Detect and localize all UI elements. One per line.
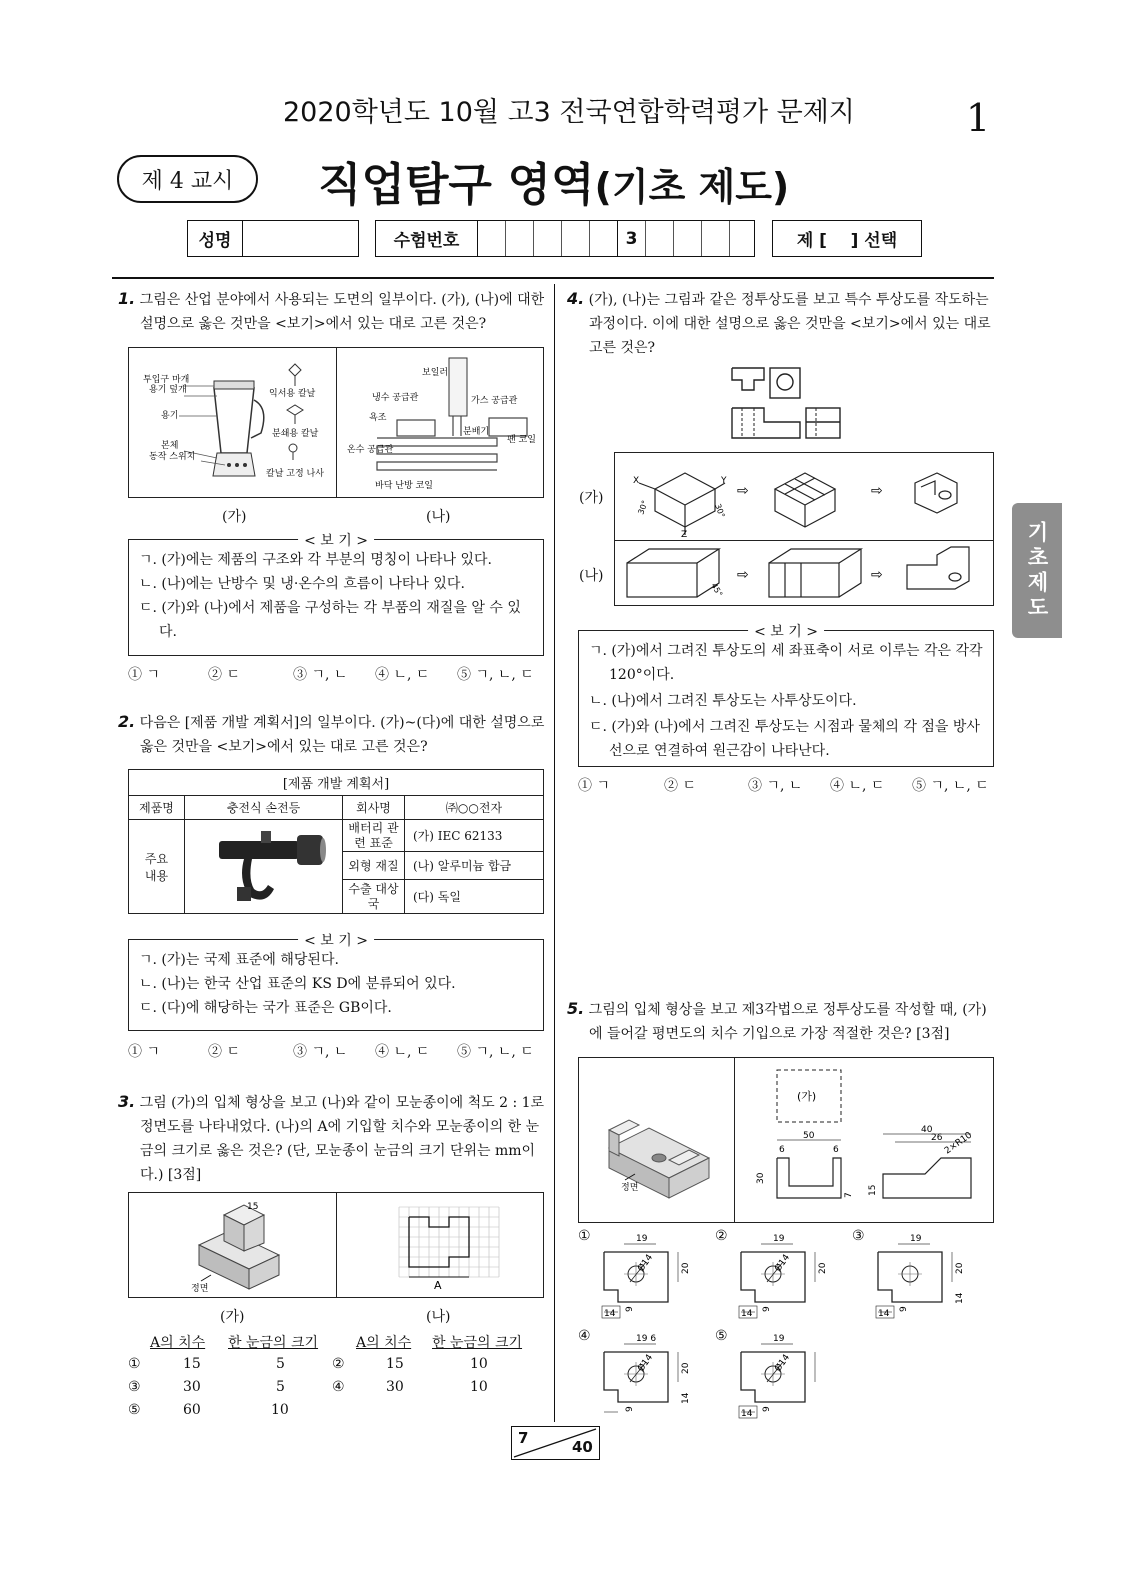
- q1a-label: 분쇄용 칼날: [272, 429, 319, 439]
- q3-answer-table: [128, 1330, 548, 1423]
- digit-cell-fixed: 3: [618, 221, 646, 256]
- q3-option-num[interactable]: ④: [332, 1379, 345, 1395]
- q3-dim-15: 15: [247, 1202, 259, 1212]
- q4-row-b-label: (나): [579, 568, 604, 584]
- q5-choice-dim-right: 20: [681, 1362, 691, 1374]
- q4-arrow: ⇨: [737, 567, 749, 583]
- page-total: 40: [572, 1438, 593, 1456]
- q2-cell: 주요 내용: [129, 820, 185, 914]
- q5-dim: 30: [756, 1172, 766, 1184]
- q5-choice-dim-top: 19: [910, 1234, 922, 1244]
- q3-option-a: 30: [183, 1379, 201, 1395]
- q3-text: 그림 (가)의 입체 형상을 보고 (나)와 같이 모눈종이에 척도 2 : 1로 정면도를 나타내었다. (나)의 A에 기입할 치수와 모눈종이의 한 눈금의 크기로 옳은 것은? (단, 모눈종이 눈금의 크기 단위는 mm이다.) [3점]: [139, 1095, 545, 1183]
- q4-oblique-process: [615, 541, 993, 605]
- q2-bogi: [128, 933, 544, 1031]
- q2-option[interactable]: ② ㄷ: [208, 1044, 240, 1060]
- q5-choice-num: ②: [715, 1228, 728, 1244]
- q5-choice-dim-dia: Ø14: [636, 1252, 656, 1274]
- q2-option[interactable]: ③ ㄱ, ㄴ: [293, 1044, 348, 1060]
- q4-axis-y: Y: [721, 476, 727, 486]
- side-tab-label: 기초제도: [1025, 520, 1049, 621]
- q3-col-header: 한 눈금의 크기: [228, 1335, 319, 1351]
- q4-isometric-process: [615, 453, 993, 540]
- q1-question: [118, 287, 546, 336]
- q3-front-label: 정면: [191, 1284, 209, 1294]
- q5-choice-num: ①: [578, 1228, 591, 1244]
- q3-question: [118, 1090, 546, 1187]
- digit-cell[interactable]: [590, 221, 618, 256]
- q5-dim: 15: [868, 1184, 878, 1196]
- q4-option[interactable]: ④ ㄴ, ㄷ: [830, 778, 885, 794]
- q2-option[interactable]: ④ ㄴ, ㄷ: [375, 1044, 430, 1060]
- q2-cell: 충전식 손전등: [185, 796, 343, 820]
- q4-bogi: [578, 624, 994, 767]
- q3-col-header: A의 치수: [356, 1335, 412, 1351]
- q4-axis-x: X: [633, 476, 640, 486]
- q1a-label: 용기 덮개: [149, 385, 187, 395]
- q5-choice-dim-right2: 14: [681, 1392, 691, 1404]
- q5-choice-drawing: [735, 1232, 849, 1320]
- exam-title: 2020학년도 10월 고3 전국연합학력평가 문제지: [283, 97, 855, 128]
- q1-bogi: [128, 533, 544, 656]
- q5-choice-dim-small: 9: [899, 1306, 909, 1312]
- q4-arrow: ⇨: [871, 483, 883, 499]
- page-number: 1: [966, 96, 991, 140]
- q3-option-b: 5: [276, 1379, 285, 1395]
- q5-ga-label: (가): [797, 1090, 817, 1103]
- q5-choice-dim-top: 19 6: [636, 1334, 657, 1344]
- exam-number-label: 수험번호: [376, 221, 478, 256]
- q2-bogi-item: ㄱ. (가)는 국제 표준에 해당된다.: [139, 952, 339, 968]
- q5-choice-drawing: [598, 1232, 712, 1320]
- q4-row-a-label: (가): [579, 490, 604, 506]
- q4-option[interactable]: ① ㄱ: [578, 778, 610, 794]
- q3-caption-a: (가): [220, 1309, 245, 1325]
- q1b-label: 바닥 난방 코일: [375, 481, 433, 491]
- q2-cell: ㈜○○전자: [405, 796, 544, 820]
- q2-cell: 제품명: [129, 796, 185, 820]
- q5-choice-dim-small: 9: [762, 1306, 772, 1312]
- q5-choice-drawing: [735, 1332, 849, 1420]
- heating-diagram: [337, 348, 544, 497]
- q1-caption-b: (나): [426, 509, 451, 525]
- q5-choice-dim-top: 19: [773, 1334, 785, 1344]
- q2-option[interactable]: ① ㄱ: [128, 1044, 160, 1060]
- q5-choice-dim-top: 19: [636, 1234, 648, 1244]
- q5-choice-dim-small: 9: [625, 1406, 635, 1412]
- column-divider: [554, 284, 555, 1422]
- q5-dim: 2×R10: [942, 1130, 975, 1157]
- digit-cell[interactable]: [674, 221, 702, 256]
- q4-process-box: [614, 452, 994, 606]
- q4-bogi-item: ㄴ. (나)에서 그려진 투상도는 사투상도이다.: [589, 693, 857, 709]
- q5-choice-dim-small: 9: [762, 1406, 772, 1412]
- q4-angle-30: 30°: [713, 502, 727, 520]
- q2-cell: (나) 알루미늄 합금: [405, 852, 544, 880]
- q5-choice[interactable]: [715, 1328, 850, 1420]
- q3-option-num[interactable]: ②: [332, 1356, 345, 1372]
- q1b-label: 온수 공급관: [347, 445, 394, 455]
- q2-table-title: [제품 개발 계획서]: [129, 770, 544, 796]
- q5-choice-dim-right: 20: [681, 1262, 691, 1274]
- q2-question: [118, 710, 546, 759]
- q3-figure-box: [128, 1192, 544, 1298]
- q3-caption-b: (나): [426, 1309, 451, 1325]
- page-current: 7: [518, 1429, 529, 1447]
- q5-choice-dim-dia: Ø14: [773, 1252, 793, 1274]
- q1-options: [128, 664, 546, 684]
- q3-option-a: 15: [183, 1356, 201, 1372]
- q4-angle-45: 45°: [709, 581, 725, 599]
- q2-text: 다음은 [제품 개발 계획서]의 일부이다. (가)~(다)에 대한 설명으로 옳은 것만을 <보기>에서 있는 대로 고른 것은?: [139, 715, 545, 755]
- q1-figure-box: [128, 347, 544, 498]
- q5-choice-dim-bottom: 14: [878, 1309, 890, 1319]
- q1-number: 1.: [118, 289, 136, 308]
- q3-option-b: 10: [470, 1379, 488, 1395]
- q2-plan-table: [128, 769, 544, 914]
- blender-diagram: [129, 348, 336, 497]
- q1-bogi-item: ㄷ. (가)와 (나)에서 제품을 구성하는 각 부품의 재질을 알 수 있다.: [139, 600, 521, 640]
- q5-choice-drawing: [872, 1232, 986, 1320]
- period-badge: [117, 155, 258, 203]
- q4-option[interactable]: ② ㄷ: [664, 778, 696, 794]
- q5-solid-figure: [579, 1058, 734, 1222]
- q4-arrow: ⇨: [871, 567, 883, 583]
- name-label: 성명: [188, 221, 243, 256]
- q1-caption-a: (가): [222, 509, 247, 525]
- q3-option-b: 5: [276, 1356, 285, 1372]
- q4-options: [578, 775, 996, 795]
- q2-cell: 배터리 관련 표준: [343, 820, 405, 852]
- digit-cell[interactable]: [730, 221, 754, 256]
- q5-choice[interactable]: [578, 1228, 713, 1320]
- header-divider: [112, 277, 994, 279]
- flashlight-image-cell: [185, 820, 343, 914]
- q5-choice-dim-top: 19: [773, 1234, 785, 1244]
- exam-number-box: [375, 220, 755, 257]
- q4-arrow: ⇨: [737, 483, 749, 499]
- q1-option[interactable]: ③ ㄱ, ㄴ: [293, 667, 348, 683]
- subject-title: [318, 148, 789, 213]
- q3-solid-figure: [129, 1193, 336, 1297]
- q5-choice-dim-right2: 14: [955, 1292, 965, 1304]
- q5-figure-box: [578, 1057, 994, 1223]
- q5-choice-dim-small: 9: [625, 1306, 635, 1312]
- q2-bogi-item: ㄷ. (다)에 해당하는 국가 표준은 GB이다.: [139, 1000, 392, 1016]
- q1b-label: 가스 공급관: [471, 396, 518, 406]
- q2-cell: (가) IEC 62133: [405, 820, 544, 852]
- q5-choice-num: ③: [852, 1228, 865, 1244]
- q5-choice-dim-right: 20: [818, 1262, 828, 1274]
- q2-cell: 수출 대상국: [343, 880, 405, 914]
- q5-choice-dim-bottom: 14: [741, 1409, 753, 1419]
- q5-dim: 6: [779, 1145, 785, 1155]
- q5-choice-dim-bottom: 14: [604, 1309, 616, 1319]
- q3-col-header: 한 눈금의 크기: [432, 1335, 523, 1351]
- q5-choice-drawing: [598, 1332, 712, 1420]
- period-label: 제 4 교시: [141, 168, 234, 194]
- q3-option-num[interactable]: ⑤: [128, 1402, 141, 1418]
- q4-axis-z: Z: [681, 530, 688, 540]
- q5-choice-num: ④: [578, 1328, 591, 1344]
- q4-bogi-item: ㄷ. (가)와 (나)에서 그려진 투상도는 시점과 물체의 각 점을 방사선으로 연결하여 원근감이 나타난다.: [589, 719, 980, 759]
- q2-bogi-title: < 보 기 >: [298, 930, 374, 950]
- digit-cell[interactable]: [478, 221, 506, 256]
- q5-question: [567, 997, 995, 1046]
- q5-dim: 26: [931, 1133, 943, 1143]
- subject-main: 직업탐구 영역: [318, 158, 595, 211]
- digit-cell[interactable]: [534, 221, 562, 256]
- q5-dim: 50: [803, 1131, 815, 1141]
- q2-option[interactable]: ⑤ ㄱ, ㄴ, ㄷ: [457, 1044, 534, 1060]
- digit-cell[interactable]: [702, 221, 730, 256]
- q1b-label: 팬 코일: [507, 435, 536, 445]
- page-indicator: [511, 1426, 600, 1460]
- q2-cell: 회사명: [343, 796, 405, 820]
- q1-option[interactable]: ② ㄷ: [208, 667, 240, 683]
- q1-bogi-item: ㄱ. (가)에는 제품의 구조와 각 부분의 명칭이 나타나 있다.: [139, 552, 492, 568]
- digit-cell[interactable]: [646, 221, 674, 256]
- q4-option[interactable]: ⑤ ㄱ, ㄴ, ㄷ: [912, 778, 989, 794]
- q1b-label: 냉수 공급관: [372, 393, 419, 403]
- q5-dim: 6: [833, 1145, 839, 1155]
- flashlight-image: [189, 823, 339, 907]
- q3-grid-figure: [389, 1197, 509, 1295]
- q5-choice[interactable]: [578, 1328, 713, 1420]
- q4-number: 4.: [567, 289, 585, 308]
- q5-number: 5.: [567, 999, 585, 1018]
- q3-number: 3.: [118, 1092, 136, 1111]
- q5-text: 그림의 입체 형상을 보고 제3각법으로 정투상도를 작성할 때, (가)에 들어갈 평면도의 치수 기입으로 가장 적절한 것은? [3점]: [588, 1002, 987, 1042]
- q5-choice-dim-dia: Ø14: [636, 1352, 656, 1374]
- q1-option[interactable]: ⑤ ㄱ, ㄴ, ㄷ: [457, 667, 534, 683]
- q5-choice[interactable]: [715, 1228, 850, 1320]
- q3-option-b: 10: [470, 1356, 488, 1372]
- q5-choice-num: ⑤: [715, 1328, 728, 1344]
- q1-option[interactable]: ① ㄱ: [128, 667, 160, 683]
- q2-cell: (다) 독일: [405, 880, 544, 914]
- q5-choice-dim-right: 20: [955, 1262, 965, 1274]
- q4-question: [567, 287, 995, 360]
- q4-angle-30: 30°: [636, 499, 650, 516]
- q1a-label: 투입구 마개: [143, 375, 190, 385]
- q5-choice[interactable]: [852, 1228, 992, 1320]
- q5-choice-dim-dia: Ø14: [773, 1352, 793, 1374]
- q3-option-num[interactable]: ①: [128, 1356, 141, 1372]
- digit-cell[interactable]: [506, 221, 534, 256]
- q1a-label: 본체: [161, 441, 179, 451]
- q1-option[interactable]: ④ ㄴ, ㄷ: [375, 667, 430, 683]
- q1-text: 그림은 산업 분야에서 사용되는 도면의 일부이다. (가), (나)에 대한 설명으로 옳은 것만을 <보기>에서 있는 대로 고른 것은?: [139, 292, 545, 332]
- q4-bogi-title: < 보 기 >: [748, 621, 824, 641]
- q3-option-num[interactable]: ③: [128, 1379, 141, 1395]
- q3-option-a: 60: [183, 1402, 201, 1418]
- q2-bogi-item: ㄴ. (나)는 한국 산업 표준의 KS D에 분류되어 있다.: [139, 976, 456, 992]
- q3-col-header: A의 치수: [150, 1335, 206, 1351]
- q4-option[interactable]: ③ ㄱ, ㄴ: [748, 778, 803, 794]
- q1a-label: 칼날 고정 나사: [266, 469, 324, 479]
- q2-cell: 외형 재질: [343, 852, 405, 880]
- q1b-label: 분배기: [463, 427, 490, 437]
- q3-option-b: 10: [271, 1402, 289, 1418]
- q1a-label: 동작 스위치: [149, 452, 196, 462]
- q5-choices: [578, 1228, 994, 1418]
- subject-sub: (기초 제도): [594, 165, 790, 209]
- side-tab: [1012, 503, 1062, 638]
- q1-bogi-title: < 보 기 >: [298, 530, 374, 550]
- digit-cell[interactable]: [562, 221, 590, 256]
- q1-bogi-item: ㄴ. (나)에는 난방수 및 냉·온수의 흐름이 나타나 있다.: [139, 576, 465, 592]
- q5-front-label: 정면: [621, 1183, 639, 1193]
- q5-dim: 7: [844, 1192, 854, 1198]
- q5-projection-figure: [735, 1058, 993, 1222]
- name-field[interactable]: [243, 221, 358, 256]
- q1a-label: 익서용 칼날: [269, 389, 316, 399]
- q2-number: 2.: [118, 712, 136, 731]
- q1b-label: 욕조: [369, 413, 387, 423]
- q4-text: (가), (나)는 그림과 같은 정투상도를 보고 특수 투상도를 작도하는 과정이다. 이에 대한 설명으로 옳은 것만을 <보기>에서 있는 대로 고른 것은?: [588, 292, 991, 356]
- choice-box[interactable]: 제 [ ] 선택: [772, 220, 922, 257]
- q3-option-a: 15: [386, 1356, 404, 1372]
- q4-orthographic-views: [728, 364, 844, 442]
- q1a-label: 용기: [161, 411, 179, 421]
- q2-options: [128, 1041, 546, 1061]
- q3-A-label: A: [434, 1279, 442, 1292]
- q5-choice-dim-bottom: 14: [741, 1309, 753, 1319]
- q4-bogi-item: ㄱ. (가)에서 그려진 투상도의 세 좌표축이 서로 이루는 각은 각각 120°이다.: [589, 643, 983, 683]
- q1b-label: 보일러: [422, 368, 449, 378]
- q5-dim: 40: [921, 1125, 933, 1135]
- q3-option-a: 30: [386, 1379, 404, 1395]
- name-box: [187, 220, 359, 257]
